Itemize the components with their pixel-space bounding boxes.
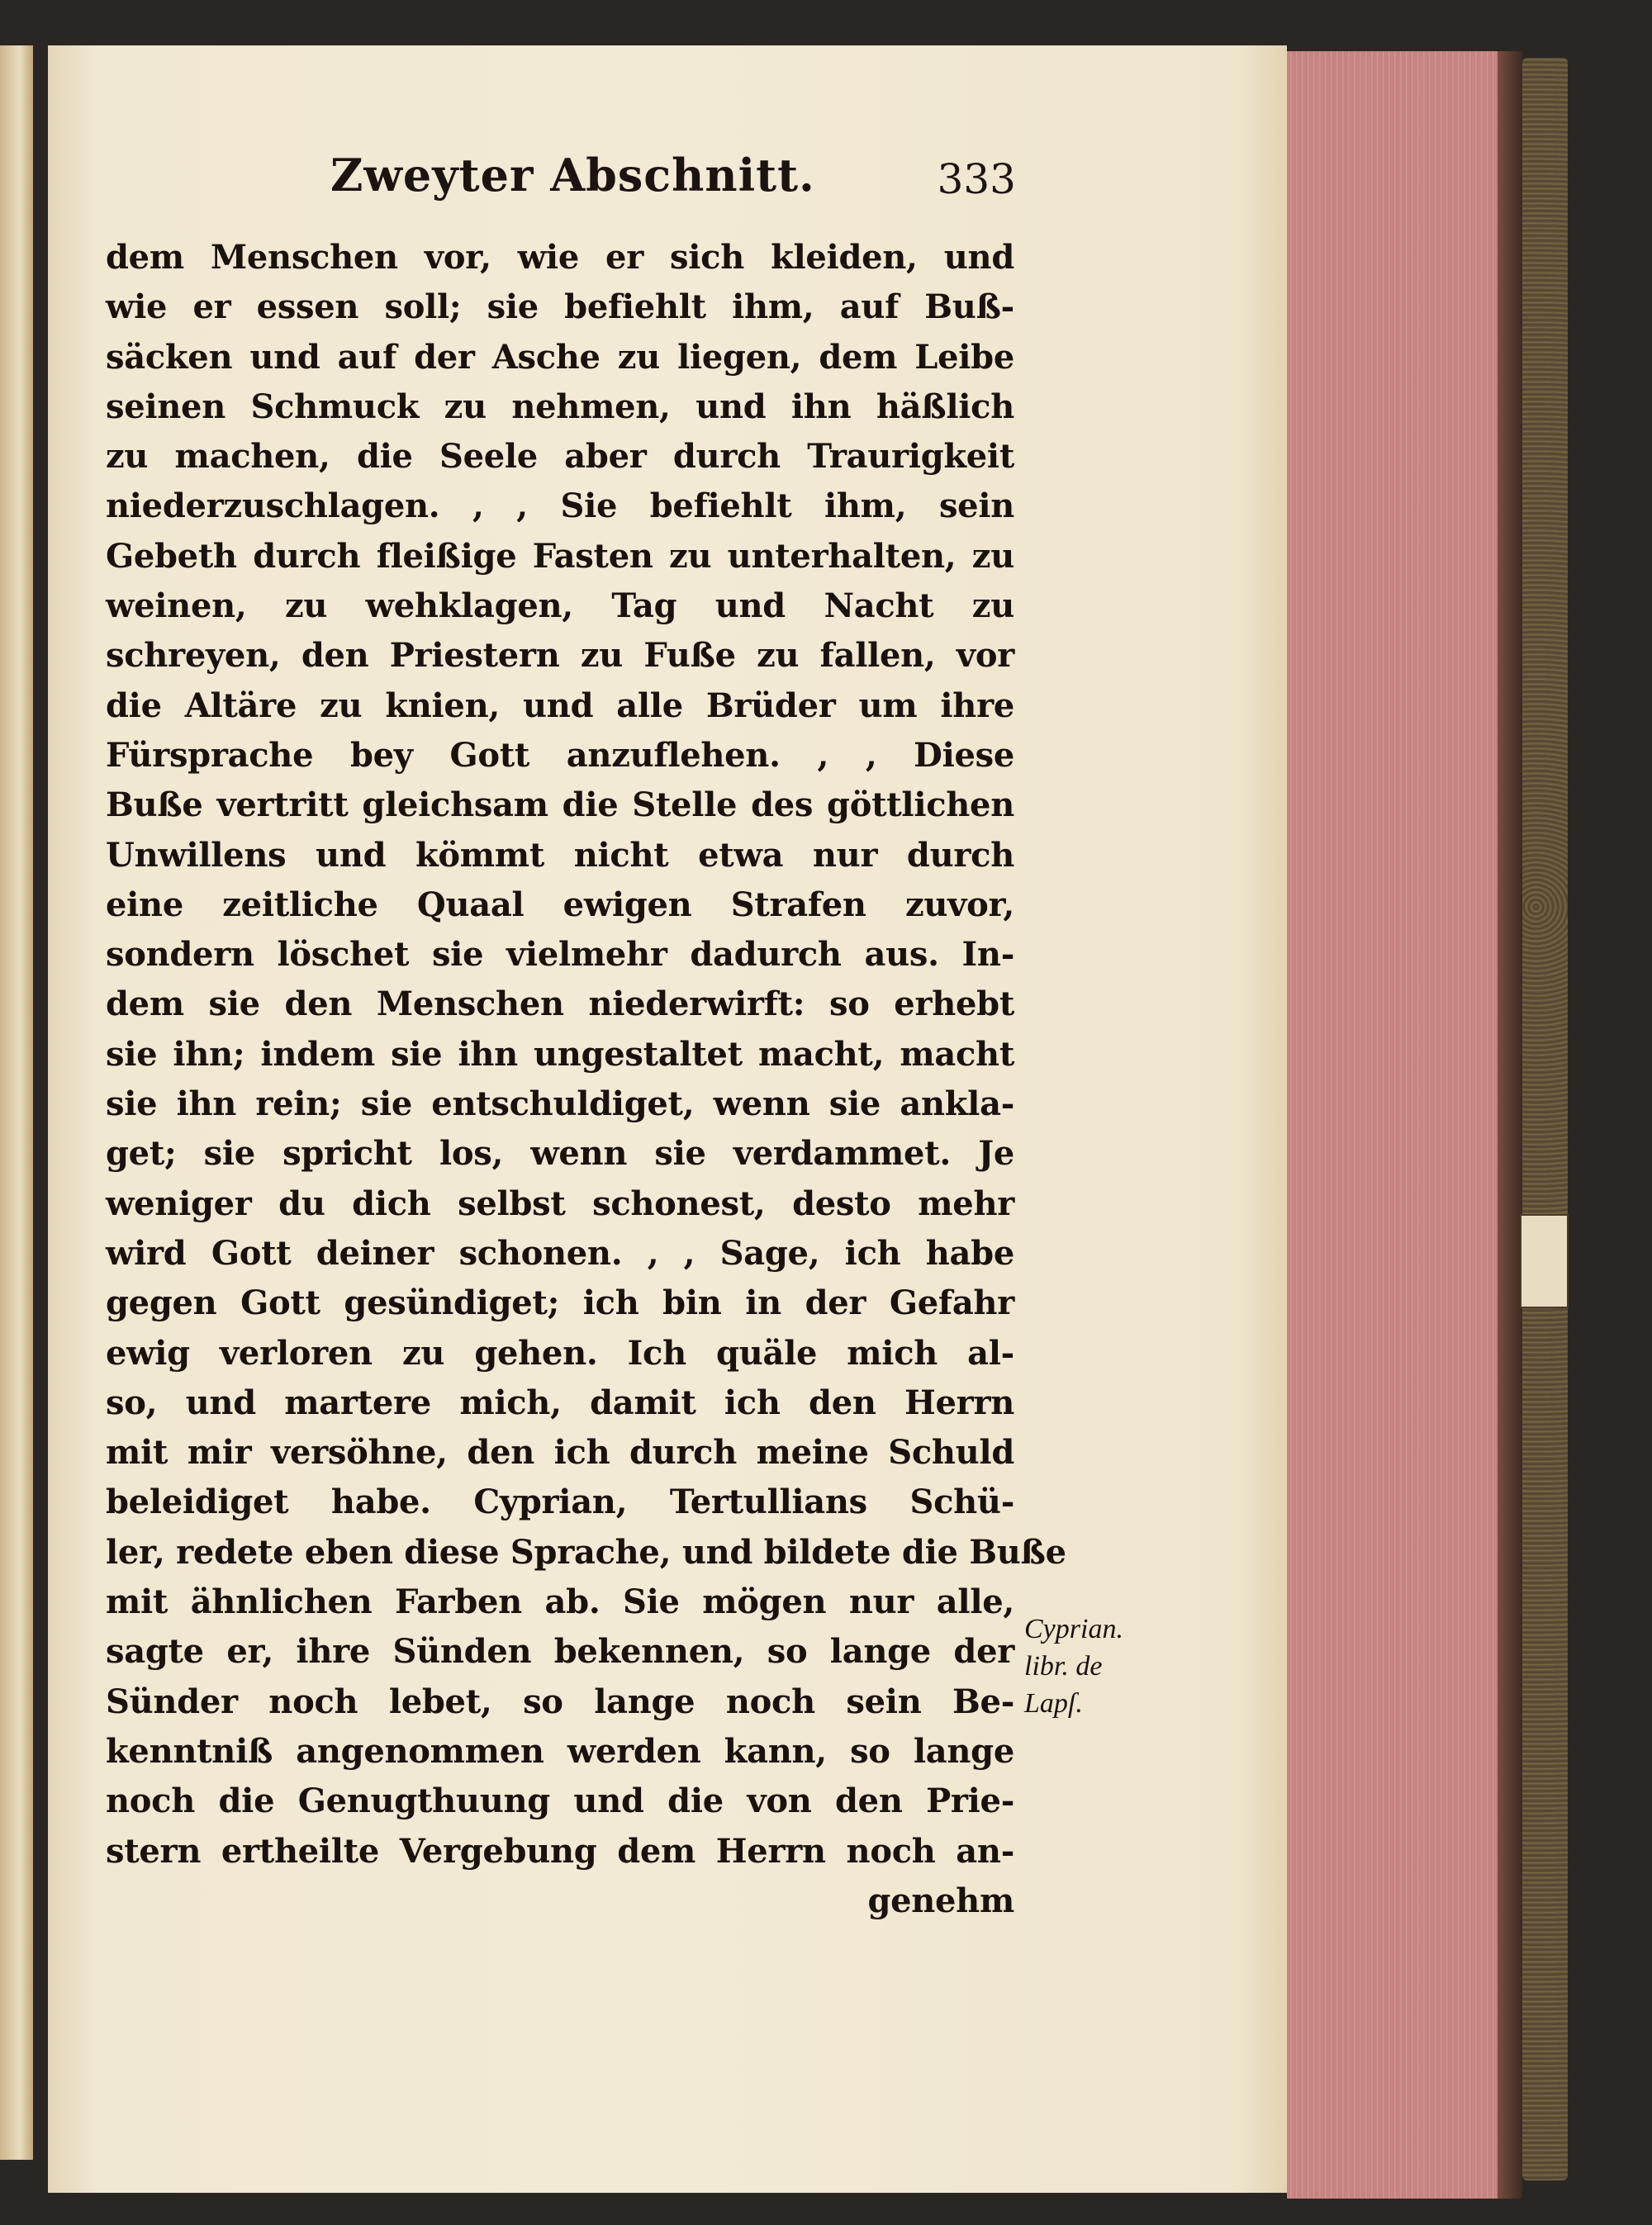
page-number: 333 xyxy=(937,155,1016,203)
page-edges xyxy=(1287,51,1498,2199)
text-line: kenntniß angenommen werden kann, so lange xyxy=(106,1731,1014,1771)
margin-note xyxy=(1024,1611,1189,1722)
text-line: ler, redete eben diese Sprache, und bildete die Buße xyxy=(106,1532,1066,1572)
text-line: schreyen, den Priestern zu Fuße zu fallen, vor xyxy=(106,636,1014,676)
text-line: Sünder noch lebet, so lange noch sein Be- xyxy=(106,1682,1014,1721)
text-line: dem sie den Menschen niederwirft: so erhebt xyxy=(106,984,1014,1024)
text-line: sie ihn; indem sie ihn ungestaltet macht, macht xyxy=(106,1034,1014,1074)
text-line: sondern löschet sie vielmehr dadurch aus. In- xyxy=(106,935,1014,975)
text-line: Fürsprache bey Gott anzuflehen. , , Diese xyxy=(106,735,1014,775)
text-line: säcken und auf der Asche zu liegen, dem Leibe xyxy=(106,337,1014,377)
book-cover xyxy=(1522,58,1568,2180)
text-line: ewig verloren zu gehen. Ich quäle mich al- xyxy=(106,1333,1014,1373)
text-line: sagte er, ihre Sünden bekennen, so lange der xyxy=(106,1632,1014,1672)
text-line: get; sie spricht los, wenn sie verdammet. Je xyxy=(106,1134,1014,1174)
text-line: niederzuschlagen. , , Sie befiehlt ihm, sein xyxy=(106,486,1014,526)
margin-note-line: Lapſ. xyxy=(1024,1688,1083,1719)
text-line: mit ähnlichen Farben ab. Sie mögen nur alle, xyxy=(106,1582,1014,1622)
text-line: beleidiget habe. Cyprian, Tertullians Schü- xyxy=(106,1483,1014,1522)
text-line: dem Menschen vor, wie er sich kleiden, und xyxy=(106,238,1014,277)
text-line: weinen, zu wehklagen, Tag und Nacht zu xyxy=(106,586,1014,626)
page-edge-shadow xyxy=(1498,51,1522,2199)
text-line: die Altäre zu knien, und alle Brüder um ihre xyxy=(106,686,1014,725)
text-line: eine zeitliche Quaal ewigen Strafen zuvor, xyxy=(106,885,1014,924)
text-line: zu machen, die Seele aber durch Traurigkeit xyxy=(106,437,1014,477)
text-line: so, und martere mich, damit ich den Herrn xyxy=(106,1383,1014,1422)
text-line: sie ihn rein; sie entschuldiget, wenn sie ankla- xyxy=(106,1084,1014,1124)
text-line: noch die Genugthuung und die von den Prie- xyxy=(106,1781,1014,1821)
text-line: Unwillens und kömmt nicht etwa nur durch xyxy=(106,835,1014,875)
text-line: mit mir versöhne, den ich durch meine Schuld xyxy=(106,1433,1014,1473)
text-line: wie er essen soll; sie befiehlt ihm, auf Buß- xyxy=(106,287,1014,327)
text-line: wird Gott deiner schonen. , , Sage, ich habe xyxy=(106,1233,1014,1273)
bookmark-tab xyxy=(1520,1214,1569,1308)
left-page-edge xyxy=(0,45,33,2160)
catchword: genehm xyxy=(867,1881,1014,1920)
page-header xyxy=(330,149,1016,215)
text-line: seinen Schmuck zu nehmen, und ihn häßlich xyxy=(106,387,1014,426)
text-line: weniger du dich selbst schonest, desto mehr xyxy=(106,1184,1014,1223)
text-line: stern ertheilte Vergebung dem Herrn noch an- xyxy=(106,1831,1014,1871)
text-line: gegen Gott gesündiget; ich bin in der Gefahr xyxy=(106,1283,1014,1323)
margin-note-line: Cyprian. xyxy=(1024,1614,1123,1644)
running-head: Zweyter Abschnitt. xyxy=(330,149,815,202)
text-line: Buße vertritt gleichsam die Stelle des göttlichen xyxy=(106,785,1014,825)
margin-note-line: libr. de xyxy=(1024,1651,1103,1682)
text-line: Gebeth durch fleißige Fasten zu unterhalten, zu xyxy=(106,536,1014,576)
